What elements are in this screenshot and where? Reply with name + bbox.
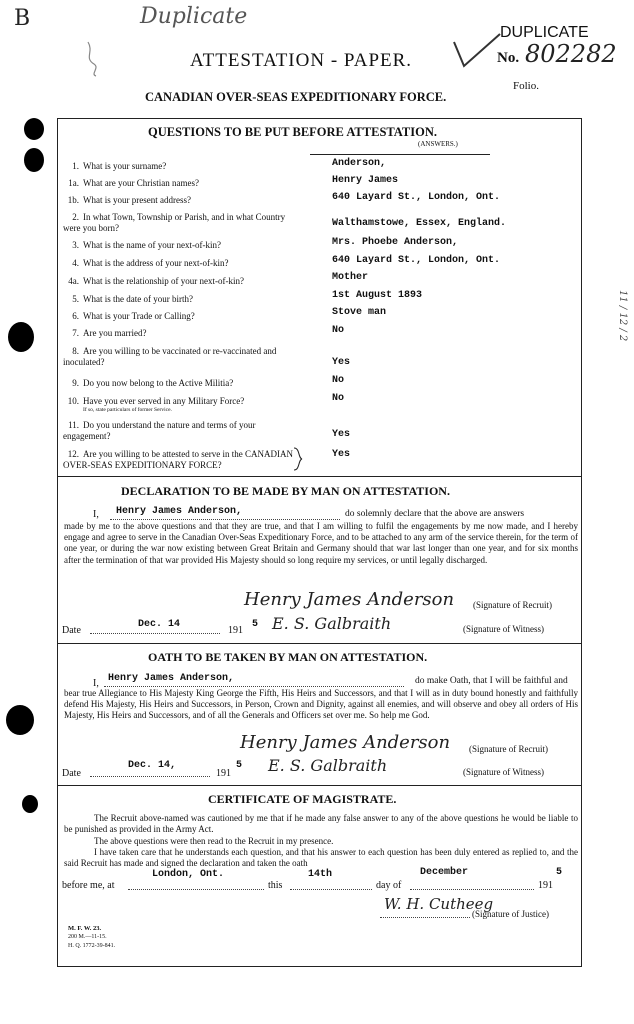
oath-top-rule — [57, 643, 582, 644]
certificate-before-me-label: before me, at — [62, 880, 115, 891]
questions-top-rule — [310, 154, 490, 155]
question-2: 2. In what Town, Township or Parish, and in what Country were you born? — [63, 212, 286, 233]
declaration-name-line — [110, 519, 340, 520]
punch-hole-5 — [22, 795, 38, 813]
certificate-top-rule — [57, 785, 582, 786]
page-subtitle: CANADIAN OVER-SEAS EXPEDITIONARY FORCE. — [145, 90, 447, 104]
oath-name-line — [104, 686, 404, 687]
handwritten-title: Duplicate — [140, 4, 248, 29]
certificate-day-line — [290, 889, 372, 890]
answer-4a: Mother — [332, 272, 369, 283]
certificate-text-2: The above questions were then read to the Recruit in my presence. — [94, 836, 334, 846]
question-12: 12. Are you willing to be attested to serve in the CANADIAN OVER-SEAS EXPEDITIONARY FORCE? — [63, 449, 293, 470]
question-1: 1. What is your surname? — [72, 161, 167, 171]
oath-text-2: bear true Allegiance to His Majesty King George the Fifth, His Heirs and Successors, and that I will as in duty bound honestly and faithfully defend His Majesty, His Heirs and Successors, in Person, Crown and Dignity, against all enemies, and will observe and obey all orders of His Majesty, His Heirs and Successors, and of all the Generals and Officers set over me. So help me God. — [64, 688, 578, 721]
question-7: 7. Are you married? — [72, 328, 147, 338]
declaration-text-2: made by me to the above questions and that they are true, and that I am willing to fulfil the engagements by me now made, and I hereby engage and agree to serve in the Canadian Over-Seas Expeditionary Force, and to be attached to any arm of the service therein, for the term of one year, or during the war now existing between Great Britain and Germany should that war last longer than one year, and for six months after the termination of that war provided His Majesty should so long require my services, or until legally discharged. — [64, 521, 578, 565]
certificate-month-line — [410, 889, 534, 890]
question-1a: 1a. What are your Christian names? — [68, 178, 199, 188]
declaration-recruit-sig-label: (Signature of Recruit) — [473, 600, 552, 610]
oath-year-value: 5 — [236, 760, 243, 771]
oath-year-prefix: 191 — [216, 768, 231, 779]
answer-2: Walthamstowe, Essex, England. — [332, 218, 507, 229]
declaration-heading: DECLARATION TO BE MADE BY MAN ON ATTESTATION. — [121, 484, 450, 498]
certificate-day-value: 14th — [308, 869, 333, 880]
answer-7: No — [332, 325, 345, 336]
question-5: 5. What is the date of your birth? — [72, 294, 193, 304]
number-label: No. — [497, 50, 520, 66]
oath-recruit-sig-label: (Signature of Recruit) — [469, 744, 548, 754]
declaration-witness-sig-label: (Signature of Witness) — [463, 624, 544, 634]
certificate-year-prefix: 191 — [538, 880, 553, 891]
oath-witness-signature: E. S. Galbraith — [268, 756, 388, 775]
answer-1: Anderson, — [332, 158, 387, 169]
question-brace — [292, 446, 304, 472]
number-value: 802282 — [525, 40, 617, 68]
margin-note: 11 / 12 / 2 — [617, 290, 628, 342]
declaration-date-label: Date — [62, 625, 81, 636]
justice-sig-label: (Signature of Justice) — [472, 909, 549, 919]
question-1b: 1b. What is your present address? — [67, 195, 191, 205]
certificate-text-3: I have taken care that he understands each question, and that his answer to each question has been duly entered as replied to, and the said Recruit has made and signed the declaration and taken the oath — [64, 847, 578, 869]
question-4: 4. What is the address of your next-of-kin? — [72, 258, 229, 268]
question-6: 6. What is your Trade or Calling? — [72, 311, 195, 321]
duplicate-stamp: DUPLICATE — [500, 24, 589, 41]
declaration-text-1: do solemnly declare that the above are answers — [345, 509, 525, 519]
declaration-top-rule — [57, 476, 582, 477]
declaration-year-value: 5 — [252, 619, 259, 630]
answer-4: 640 Layard St., London, Ont. — [332, 255, 501, 266]
oath-text-1: do make Oath, that I will be faithful and — [415, 676, 568, 686]
declaration-name: Henry James Anderson, — [116, 506, 243, 517]
question-9: 9. Do you now belong to the Active Militia? — [72, 378, 234, 388]
answer-1b: 640 Layard St., London, Ont. — [332, 192, 501, 203]
oath-date-line — [90, 776, 210, 777]
answer-10: No — [332, 393, 345, 404]
justice-signature-line — [380, 917, 470, 918]
certificate-this-label: this — [268, 880, 283, 891]
declaration-date-value: Dec. 14 — [138, 619, 181, 630]
question-3: 3. What is the name of your next-of-kin? — [72, 240, 221, 250]
footer-print-run: 200 M.—11-15. — [68, 934, 107, 940]
questions-heading: QUESTIONS TO BE PUT BEFORE ATTESTATION. — [148, 125, 437, 139]
answer-5: 1st August 1893 — [332, 290, 423, 301]
answer-12: Yes — [332, 449, 351, 460]
handwritten-checkmark — [450, 30, 505, 70]
footer-hq-ref: H. Q. 1772-39-841. — [68, 943, 116, 949]
answer-1a: Henry James — [332, 175, 399, 186]
declaration-witness-signature: E. S. Galbraith — [272, 614, 392, 633]
question-8: 8. Are you willing to be vaccinated or re-vaccinated and inoculated? — [63, 346, 277, 367]
certificate-heading: CERTIFICATE OF MAGISTRATE. — [208, 792, 397, 806]
answer-3: Mrs. Phoebe Anderson, — [332, 237, 459, 248]
declaration-prefix: I, — [93, 509, 99, 520]
question-10: 10. Have you ever served in any Military Force? — [67, 396, 245, 406]
answer-8: Yes — [332, 357, 351, 368]
justice-signature: W. H. Cutheeg — [384, 895, 494, 913]
oath-recruit-signature: Henry James Anderson — [240, 732, 451, 753]
folio-label: Folio. — [513, 80, 539, 92]
oath-prefix: I, — [93, 678, 99, 689]
declaration-year-prefix: 191 — [228, 625, 243, 636]
punch-hole-2 — [24, 148, 44, 172]
answer-9: No — [332, 375, 345, 386]
punch-hole-3 — [8, 322, 34, 352]
answer-6: Stove man — [332, 307, 387, 318]
answers-label: (ANSWERS.) — [418, 140, 458, 148]
punch-hole-4 — [6, 705, 34, 735]
declaration-recruit-signature: Henry James Anderson — [244, 589, 455, 610]
question-10-note: If so, state particulars of former Service. — [83, 407, 172, 413]
certificate-text-1: The Recruit above-named was cautioned by me that if he made any false answer to any of the above questions he would be liable to be punished as provided in the Army Act. — [64, 813, 578, 835]
declaration-date-line — [90, 633, 220, 634]
footer-form-code: M. F. W. 23. — [68, 925, 102, 932]
punch-hole-1 — [24, 118, 44, 140]
oath-date-label: Date — [62, 768, 81, 779]
certificate-day-of-label: day of — [376, 880, 402, 891]
corner-mark: B — [14, 6, 31, 31]
certificate-year-value: 5 — [556, 867, 563, 878]
page-title: ATTESTATION - PAPER. — [190, 50, 413, 71]
certificate-place-value: London, Ont. — [152, 869, 225, 880]
oath-date-value: Dec. 14, — [128, 760, 177, 771]
oath-witness-sig-label: (Signature of Witness) — [463, 767, 544, 777]
question-11: 11. Do you understand the nature and terms of your engagement? — [63, 420, 256, 441]
ink-squiggle — [80, 38, 110, 78]
certificate-month-value: December — [420, 867, 469, 878]
oath-name: Henry James Anderson, — [108, 673, 235, 684]
question-4a: 4a. What is the relationship of your next-of-kin? — [68, 276, 244, 286]
certificate-place-line — [128, 889, 264, 890]
oath-heading: OATH TO BE TAKEN BY MAN ON ATTESTATION. — [148, 650, 428, 664]
answer-11: Yes — [332, 429, 351, 440]
